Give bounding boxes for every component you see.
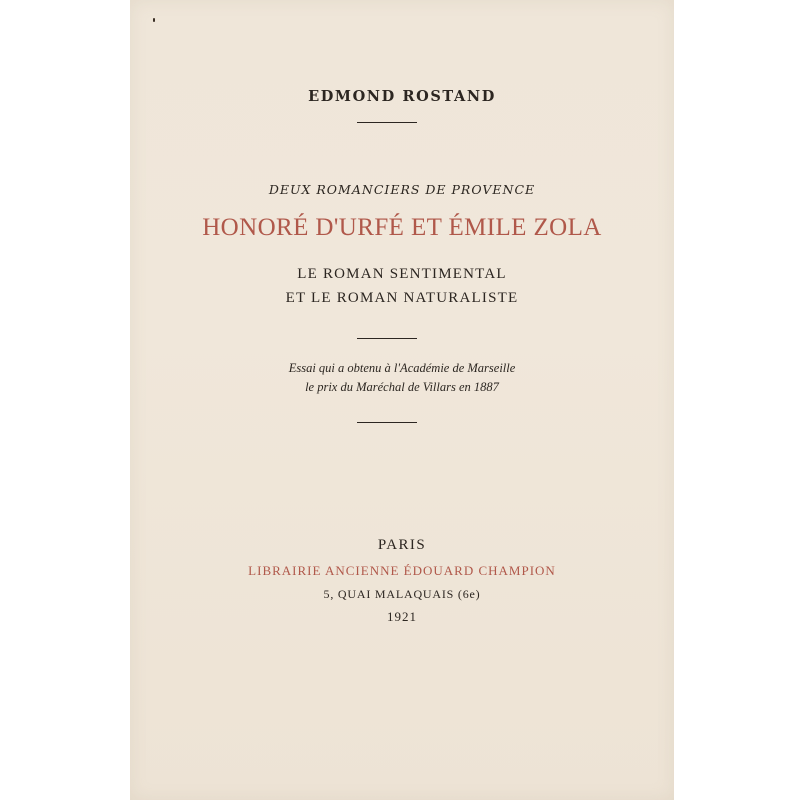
imprint-address: 5, QUAI MALAQUAIS (6e) [323, 587, 481, 601]
title-page [130, 0, 674, 800]
imprint-publisher: LIBRAIRIE ANCIENNE ÉDOUARD CHAMPION [248, 563, 556, 578]
ink-speck [153, 18, 155, 22]
author-name: EDMOND ROSTAND [308, 88, 496, 105]
award-note-line-1: Essai qui a obtenu à l'Académie de Marseille [288, 361, 516, 375]
award-note-line-2: le prix du Maréchal de Villars en 1887 [305, 380, 499, 394]
book-title: HONORÉ D'URFÉ ET ÉMILE ZOLA [202, 214, 602, 241]
divider-rule-3 [357, 422, 417, 423]
secondary-title-line-1: LE ROMAN SENTIMENTAL [297, 266, 507, 282]
divider-rule-1 [357, 122, 417, 123]
divider-rule-2 [357, 338, 417, 339]
secondary-title-line-2: ET LE ROMAN NATURALISTE [285, 290, 519, 306]
imprint-city: PARIS [377, 537, 427, 553]
imprint-year: 1921 [387, 609, 417, 624]
series-subtitle: DEUX ROMANCIERS DE PROVENCE [268, 182, 536, 197]
